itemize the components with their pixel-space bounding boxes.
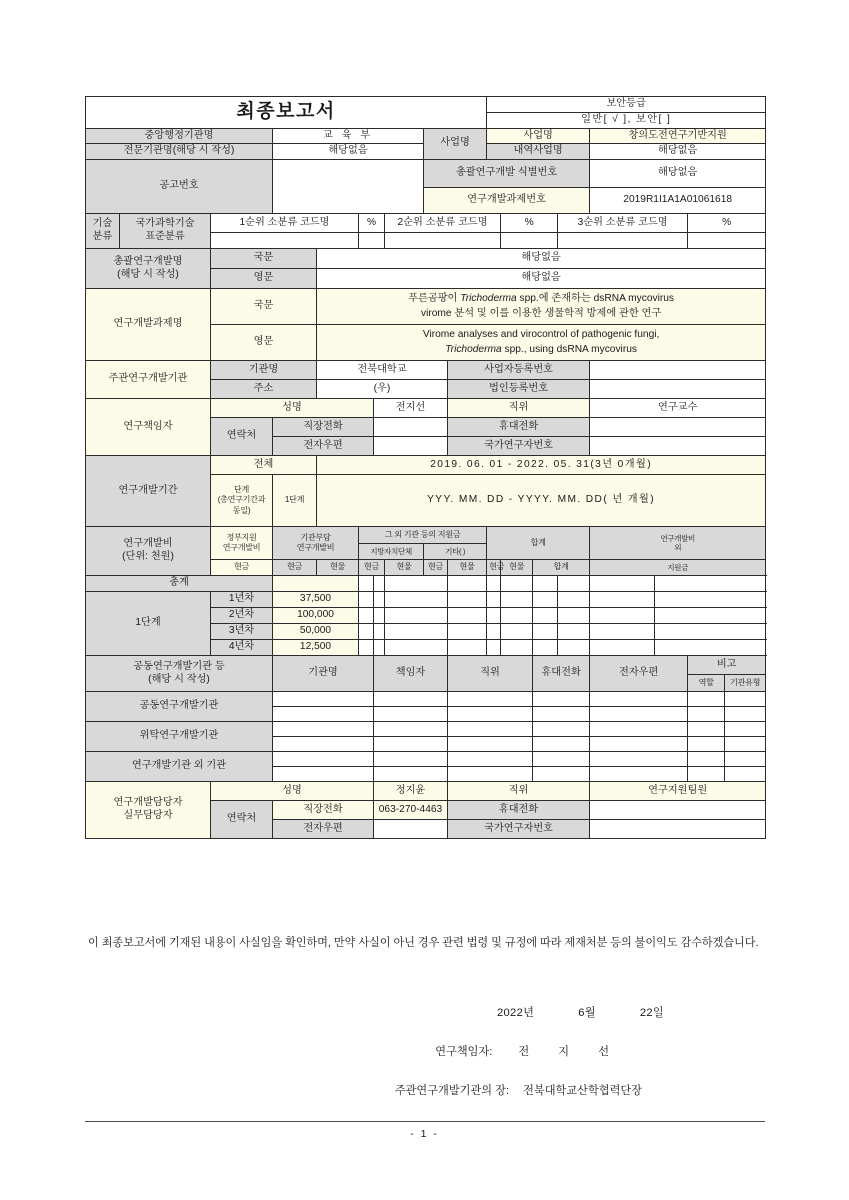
contact-mobile-label: 휴대전화 — [448, 801, 590, 820]
budget-row-label-y2: 2년차 — [211, 608, 273, 624]
budget-y1-etc-cash[interactable] — [487, 592, 501, 608]
partner-external-position-1[interactable] — [448, 752, 533, 767]
contact-name-label: 성명 — [211, 782, 374, 801]
partner-joint-leader-2[interactable] — [374, 707, 448, 722]
partner-entrusted-leader-1[interactable] — [374, 722, 448, 737]
partner-group-external-label: 연구개발기관 외 기관 — [86, 752, 273, 782]
budget-y2-gov-cash[interactable]: 100,000 — [273, 608, 359, 624]
partners-label: 공동연구개발기관 등 (해당 시 작성) — [86, 656, 273, 692]
specialized-agency-value: 해당없음 — [273, 144, 424, 160]
budget-y3-org-inkind[interactable] — [374, 624, 385, 640]
pi-contact-label: 연락처 — [211, 418, 273, 456]
budget-y3-sum-inkind[interactable] — [558, 624, 590, 640]
partner-joint-leader-1[interactable] — [374, 692, 448, 707]
budget-y2-etc-inkind[interactable] — [501, 608, 533, 624]
project-title-ko-prefix: 푸른곰팡이 — [408, 292, 461, 304]
contact-position-label: 직위 — [448, 782, 590, 801]
partner-entrusted-mobile-1[interactable] — [533, 722, 590, 737]
budget-total-org-inkind[interactable] — [374, 576, 385, 592]
pi-researcher-no-value[interactable] — [590, 437, 766, 456]
budget-total-sum-total[interactable] — [590, 576, 655, 592]
signature-org-name: 전북대학교산학협력단장 — [523, 1085, 642, 1097]
master-rnd-id-value: 해당없음 — [590, 160, 766, 188]
budget-localgov-cash-label: 현금 — [359, 560, 385, 576]
tech-rank1-pct-value[interactable] — [359, 233, 385, 249]
project-title-ko-line2: virome 분석 및 이를 이용한 생물학적 방제에 관한 연구 — [421, 307, 662, 319]
partner-joint-position-2[interactable] — [448, 707, 533, 722]
partner-entrusted-mobile-2[interactable] — [533, 737, 590, 752]
budget-other-label: 그 외 기관 등의 지원금 — [359, 527, 487, 544]
pi-position-value: 연구교수 — [590, 399, 766, 418]
budget-total-etc-cash[interactable] — [487, 576, 501, 592]
host-org-address-label: 주소 — [211, 380, 317, 399]
partner-joint-role-2[interactable] — [688, 707, 725, 722]
period-stage1-value: YYY. MM. DD - YYYY. MM. DD( 년 개월) — [317, 475, 766, 527]
security-grade-label: 보안등급 — [487, 97, 766, 113]
budget-y2-outside[interactable] — [655, 608, 766, 624]
partner-entrusted-position-2[interactable] — [448, 737, 533, 752]
tech-rank3-pct-label: % — [688, 214, 766, 233]
specialized-agency-label: 전문기관명(해당 시 작성) — [86, 144, 273, 160]
period-label: 연구개발기간 — [86, 456, 211, 527]
budget-sum-cash-label: 현금 — [487, 560, 501, 576]
budget-etc-inkind-label: 현물 — [448, 560, 487, 576]
tech-rank3-pct-value[interactable] — [688, 233, 766, 249]
period-stage1-label: 1단계 — [273, 475, 317, 527]
program-group-label: 사업명 — [424, 128, 487, 160]
master-rnd-name-en-value: 해당없음 — [317, 269, 766, 289]
signature-day: 22일 — [639, 1007, 664, 1019]
budget-total-sum-inkind[interactable] — [558, 576, 590, 592]
partners-col-role: 역할 — [688, 675, 725, 692]
genus-name-ko: Trichoderma — [460, 292, 517, 304]
partner-entrusted-leader-2[interactable] — [374, 737, 448, 752]
budget-y3-sum-total[interactable] — [590, 624, 655, 640]
pi-email-value[interactable] — [374, 437, 448, 456]
pi-email-label: 전자우편 — [273, 437, 374, 456]
budget-y2-sum-cash[interactable] — [533, 608, 558, 624]
signature-pi-label: 연구책임자: — [435, 1046, 493, 1058]
budget-gov-cash-label: 현금 — [211, 560, 273, 576]
partner-entrusted-email-2[interactable] — [590, 737, 688, 752]
contact-researcher-no-value[interactable] — [590, 820, 766, 839]
project-title-en-value — [317, 325, 766, 361]
budget-sum-inkind-label: 현물 — [501, 560, 533, 576]
signature-date — [88, 1004, 760, 1020]
partner-external-orgtype-2[interactable] — [725, 767, 766, 782]
period-total-value: 2019. 06. 01 - 2022. 05. 31(3년 0개월) — [317, 456, 766, 475]
tech-rank1-value[interactable] — [211, 233, 359, 249]
master-rnd-name-en-label: 영문 — [211, 269, 317, 289]
budget-y3-gov-cash[interactable]: 50,000 — [273, 624, 359, 640]
budget-y3-outside[interactable] — [655, 624, 766, 640]
partner-entrusted-org-2[interactable] — [273, 737, 374, 752]
signature-org-line — [88, 1082, 760, 1098]
announcement-no-value[interactable] — [273, 160, 424, 214]
sub-program-value: 해당없음 — [590, 144, 766, 160]
partner-entrusted-role-2[interactable] — [688, 737, 725, 752]
security-grade-value: 일반[ √ ], 보안[ ] — [487, 112, 766, 128]
partner-external-mobile-1[interactable] — [533, 752, 590, 767]
partner-external-email-2[interactable] — [590, 767, 688, 782]
partner-external-email-1[interactable] — [590, 752, 688, 767]
budget-y1-gov-cash[interactable]: 37,500 — [273, 592, 359, 608]
budget-etc-cash-label: 현금 — [424, 560, 448, 576]
budget-total-etc-inkind[interactable] — [501, 576, 533, 592]
tech-rank1-label: 1순위 소분류 코드명 — [211, 214, 359, 233]
host-org-name-value: 전북대학교 — [317, 361, 448, 380]
project-title-en-line2-rest: spp., using dsRNA mycovirus — [501, 343, 637, 355]
partner-external-org-1[interactable] — [273, 752, 374, 767]
budget-etc-label: 기타( ) — [424, 544, 487, 560]
budget-y1-org-inkind[interactable] — [374, 592, 385, 608]
partner-entrusted-email-1[interactable] — [590, 722, 688, 737]
tech-rank3-value[interactable] — [558, 233, 688, 249]
partner-joint-email-2[interactable] — [590, 707, 688, 722]
partner-group-joint-label: 공동연구개발기관 — [86, 692, 273, 722]
signature-year: 2022년 — [497, 1007, 535, 1019]
biz-reg-no-label: 사업자등록번호 — [448, 361, 590, 380]
budget-total-outside[interactable] — [655, 576, 766, 592]
period-stage-label: 단계 (총연구기간과 동일) — [211, 475, 273, 527]
contact-mobile-value[interactable] — [590, 801, 766, 820]
tech-rank2-label: 2순위 소분류 코드명 — [385, 214, 501, 233]
budget-y1-localgov-cash[interactable] — [385, 592, 448, 608]
sub-program-label: 내역사업명 — [487, 144, 590, 160]
project-number-value: 2019R1I1A1A01061618 — [590, 188, 766, 214]
partner-entrusted-position-1[interactable] — [448, 722, 533, 737]
master-rnd-name-ko-label: 국문 — [211, 249, 317, 269]
partner-joint-orgtype-2[interactable] — [725, 707, 766, 722]
partner-joint-mobile-2[interactable] — [533, 707, 590, 722]
pi-mobile-value[interactable] — [590, 418, 766, 437]
central-agency-value: 교 육 부 — [273, 128, 424, 144]
pi-name-label: 성명 — [211, 399, 374, 418]
budget-y3-localgov-inkind[interactable] — [448, 624, 487, 640]
pi-office-phone-value[interactable] — [374, 418, 448, 437]
partner-external-orgtype-1[interactable] — [725, 752, 766, 767]
partner-entrusted-org-1[interactable] — [273, 722, 374, 737]
budget-y1-sum-cash[interactable] — [533, 592, 558, 608]
pi-researcher-no-label: 국가연구자번호 — [448, 437, 590, 456]
budget-org-inkind-label: 현물 — [317, 560, 359, 576]
budget-y1-etc-inkind[interactable] — [501, 592, 533, 608]
budget-outside-label: 연구개발비 외 — [590, 527, 766, 560]
project-title-en-line1: Virome analyses and virocontrol of pathogenic fungi, — [422, 328, 660, 340]
tech-rank3-label: 3순위 소분류 코드명 — [558, 214, 688, 233]
budget-y4-etc-inkind[interactable] — [501, 640, 533, 656]
project-title-ko-value — [317, 289, 766, 325]
budget-org-label: 기관부담 연구개발비 — [273, 527, 359, 560]
biz-reg-no-value[interactable] — [590, 361, 766, 380]
footer-divider — [85, 1121, 765, 1122]
budget-y4-org-inkind[interactable] — [374, 640, 385, 656]
partner-joint-role-1[interactable] — [688, 692, 725, 707]
budget-y2-org-inkind[interactable] — [374, 608, 385, 624]
page-title: 최종보고서 — [86, 97, 487, 129]
partner-external-position-2[interactable] — [448, 767, 533, 782]
host-org-address-value[interactable]: (우) — [317, 380, 448, 399]
contact-office-phone-label: 직장전화 — [273, 801, 374, 820]
budget-localgov-label: 지방자치단체 — [359, 544, 424, 560]
contact-person-label: 연구개발담당자 실무담당자 — [86, 782, 211, 839]
budget-y2-etc-cash[interactable] — [487, 608, 501, 624]
contact-position-value: 연구지원팀원 — [590, 782, 766, 801]
partner-joint-org-2[interactable] — [273, 707, 374, 722]
contact-contact-label: 연락처 — [211, 801, 273, 839]
budget-sum-label: 합계 — [487, 527, 590, 560]
pi-name-value: 전지선 — [374, 399, 448, 418]
pi-mobile-label: 휴대전화 — [448, 418, 590, 437]
signature-month: 6월 — [578, 1007, 596, 1019]
budget-total-sum-cash[interactable] — [533, 576, 558, 592]
partner-entrusted-role-1[interactable] — [688, 722, 725, 737]
budget-y3-org-cash[interactable] — [359, 624, 374, 640]
tech-rank2-pct-value[interactable] — [501, 233, 558, 249]
budget-label: 연구개발비 (단위: 천원) — [86, 527, 211, 576]
partner-joint-orgtype-1[interactable] — [725, 692, 766, 707]
partner-external-leader-1[interactable] — [374, 752, 448, 767]
budget-y4-gov-cash[interactable]: 12,500 — [273, 640, 359, 656]
partner-entrusted-orgtype-1[interactable] — [725, 722, 766, 737]
budget-y2-sum-total[interactable] — [590, 608, 655, 624]
budget-y3-etc-inkind[interactable] — [501, 624, 533, 640]
period-total-label: 전체 — [211, 456, 317, 475]
budget-stage-label: 1단계 — [86, 592, 211, 656]
budget-total-org-cash[interactable] — [359, 576, 374, 592]
partners-col-position: 직위 — [448, 656, 533, 692]
tech-rank2-pct-label: % — [501, 214, 558, 233]
signature-pi-line — [88, 1043, 760, 1059]
partner-joint-email-1[interactable] — [590, 692, 688, 707]
host-org-name-label: 기관명 — [211, 361, 317, 380]
budget-y2-org-cash[interactable] — [359, 608, 374, 624]
central-agency-label: 중앙행정기관명 — [86, 128, 273, 144]
partner-external-org-2[interactable] — [273, 767, 374, 782]
partner-external-role-2[interactable] — [688, 767, 725, 782]
project-title-ko-label: 국문 — [211, 289, 317, 325]
project-number-label: 연구개발과제번호 — [424, 188, 590, 214]
project-title-label: 연구개발과제명 — [86, 289, 211, 361]
budget-y4-localgov-cash[interactable] — [385, 640, 448, 656]
budget-y4-localgov-inkind[interactable] — [448, 640, 487, 656]
budget-total-localgov-inkind[interactable] — [448, 576, 487, 592]
budget-gov-label: 정부지원 연구개발비 — [211, 527, 273, 560]
master-rnd-name-ko-value: 해당없음 — [317, 249, 766, 269]
project-title-en-label: 영문 — [211, 325, 317, 361]
budget-y2-localgov-cash[interactable] — [385, 608, 448, 624]
tech-rank2-value[interactable] — [385, 233, 501, 249]
partner-external-leader-2[interactable] — [374, 767, 448, 782]
budget-y4-etc-cash[interactable] — [487, 640, 501, 656]
contact-email-value[interactable] — [374, 820, 448, 839]
page-number: - 1 - — [410, 1128, 439, 1140]
partner-joint-position-1[interactable] — [448, 692, 533, 707]
program-name-value: 창의도전연구기반지원 — [590, 128, 766, 144]
budget-row-label-total: 총계 — [86, 576, 273, 592]
partners-col-leader: 책임자 — [374, 656, 448, 692]
pi-office-phone-label: 직장전화 — [273, 418, 374, 437]
pi-label: 연구책임자 — [86, 399, 211, 456]
contact-office-phone-value: 063-270-4463 — [374, 801, 448, 820]
budget-row-label-y3: 3년차 — [211, 624, 273, 640]
corp-reg-no-label: 법인등록번호 — [448, 380, 590, 399]
partner-joint-org-1[interactable] — [273, 692, 374, 707]
tech-std-class-label: 국가과학기술 표준분류 — [120, 214, 211, 249]
budget-y1-sum-total[interactable] — [590, 592, 655, 608]
declaration-statement: 이 최종보고서에 기재된 내용이 사실임을 확인하며, 만약 사실이 아닌 경우 관련 법령 및 규정에 따라 제재처분 등의 불이익도 감수하겠습니다. — [88, 937, 759, 949]
host-org-label: 주관연구개발기관 — [86, 361, 211, 399]
budget-total-gov-cash[interactable] — [273, 576, 359, 592]
budget-y1-org-cash[interactable] — [359, 592, 374, 608]
budget-y2-sum-inkind[interactable] — [558, 608, 590, 624]
budget-y1-localgov-inkind[interactable] — [448, 592, 487, 608]
partners-col-mobile: 휴대전화 — [533, 656, 590, 692]
budget-localgov-inkind-label: 현물 — [385, 560, 424, 576]
signature-org-label: 주관연구개발기관의 장: — [394, 1085, 510, 1097]
partner-entrusted-orgtype-2[interactable] — [725, 737, 766, 752]
budget-y4-org-cash[interactable] — [359, 640, 374, 656]
contact-researcher-no-label: 국가연구자번호 — [448, 820, 590, 839]
budget-y4-sum-cash[interactable] — [533, 640, 558, 656]
budget-y4-outside[interactable] — [655, 640, 766, 656]
budget-y3-etc-cash[interactable] — [487, 624, 501, 640]
signature-pi-name: 전 지 선 — [518, 1046, 622, 1058]
partners-col-org: 기관명 — [273, 656, 374, 692]
project-title-ko-suffix: spp.에 존재하는 dsRNA mycovirus — [516, 292, 675, 304]
budget-y3-localgov-cash[interactable] — [385, 624, 448, 640]
tech-class-label: 기술 분류 — [86, 214, 120, 249]
partner-group-entrusted-label: 위탁연구개발기관 — [86, 722, 273, 752]
program-name-label: 사업명 — [487, 128, 590, 144]
contact-email-label: 전자우편 — [273, 820, 374, 839]
report-cover-table — [85, 96, 766, 839]
partner-external-role-1[interactable] — [688, 752, 725, 767]
master-rnd-id-label: 총괄연구개발 식별번호 — [424, 160, 590, 188]
corp-reg-no-value[interactable] — [590, 380, 766, 399]
tech-rank1-pct-label: % — [359, 214, 385, 233]
budget-y1-sum-inkind[interactable] — [558, 592, 590, 608]
partners-col-email: 전자우편 — [590, 656, 688, 692]
budget-y4-sum-total[interactable] — [590, 640, 655, 656]
partners-col-orgtype: 기관유형 — [725, 675, 766, 692]
pi-position-label: 직위 — [448, 399, 590, 418]
genus-name-en: Trichoderma — [445, 343, 502, 355]
budget-outside-subsidy-label: 지원금 — [590, 560, 766, 576]
budget-y4-sum-inkind[interactable] — [558, 640, 590, 656]
budget-sum-total-label: 합계 — [533, 560, 590, 576]
budget-y1-outside[interactable] — [655, 592, 766, 608]
budget-org-cash-label: 현금 — [273, 560, 317, 576]
master-rnd-name-label: 총괄연구개발명 (해당 시 작성) — [86, 249, 211, 289]
contact-name-value: 정지윤 — [374, 782, 448, 801]
partner-joint-mobile-1[interactable] — [533, 692, 590, 707]
budget-y3-sum-cash[interactable] — [533, 624, 558, 640]
budget-row-label-y4: 4년차 — [211, 640, 273, 656]
partner-external-mobile-2[interactable] — [533, 767, 590, 782]
budget-total-localgov-cash[interactable] — [385, 576, 448, 592]
budget-row-label-y1: 1년차 — [211, 592, 273, 608]
announcement-no-label: 공고번호 — [86, 160, 273, 214]
partners-col-remark: 비고 — [688, 656, 766, 675]
budget-y2-localgov-inkind[interactable] — [448, 608, 487, 624]
